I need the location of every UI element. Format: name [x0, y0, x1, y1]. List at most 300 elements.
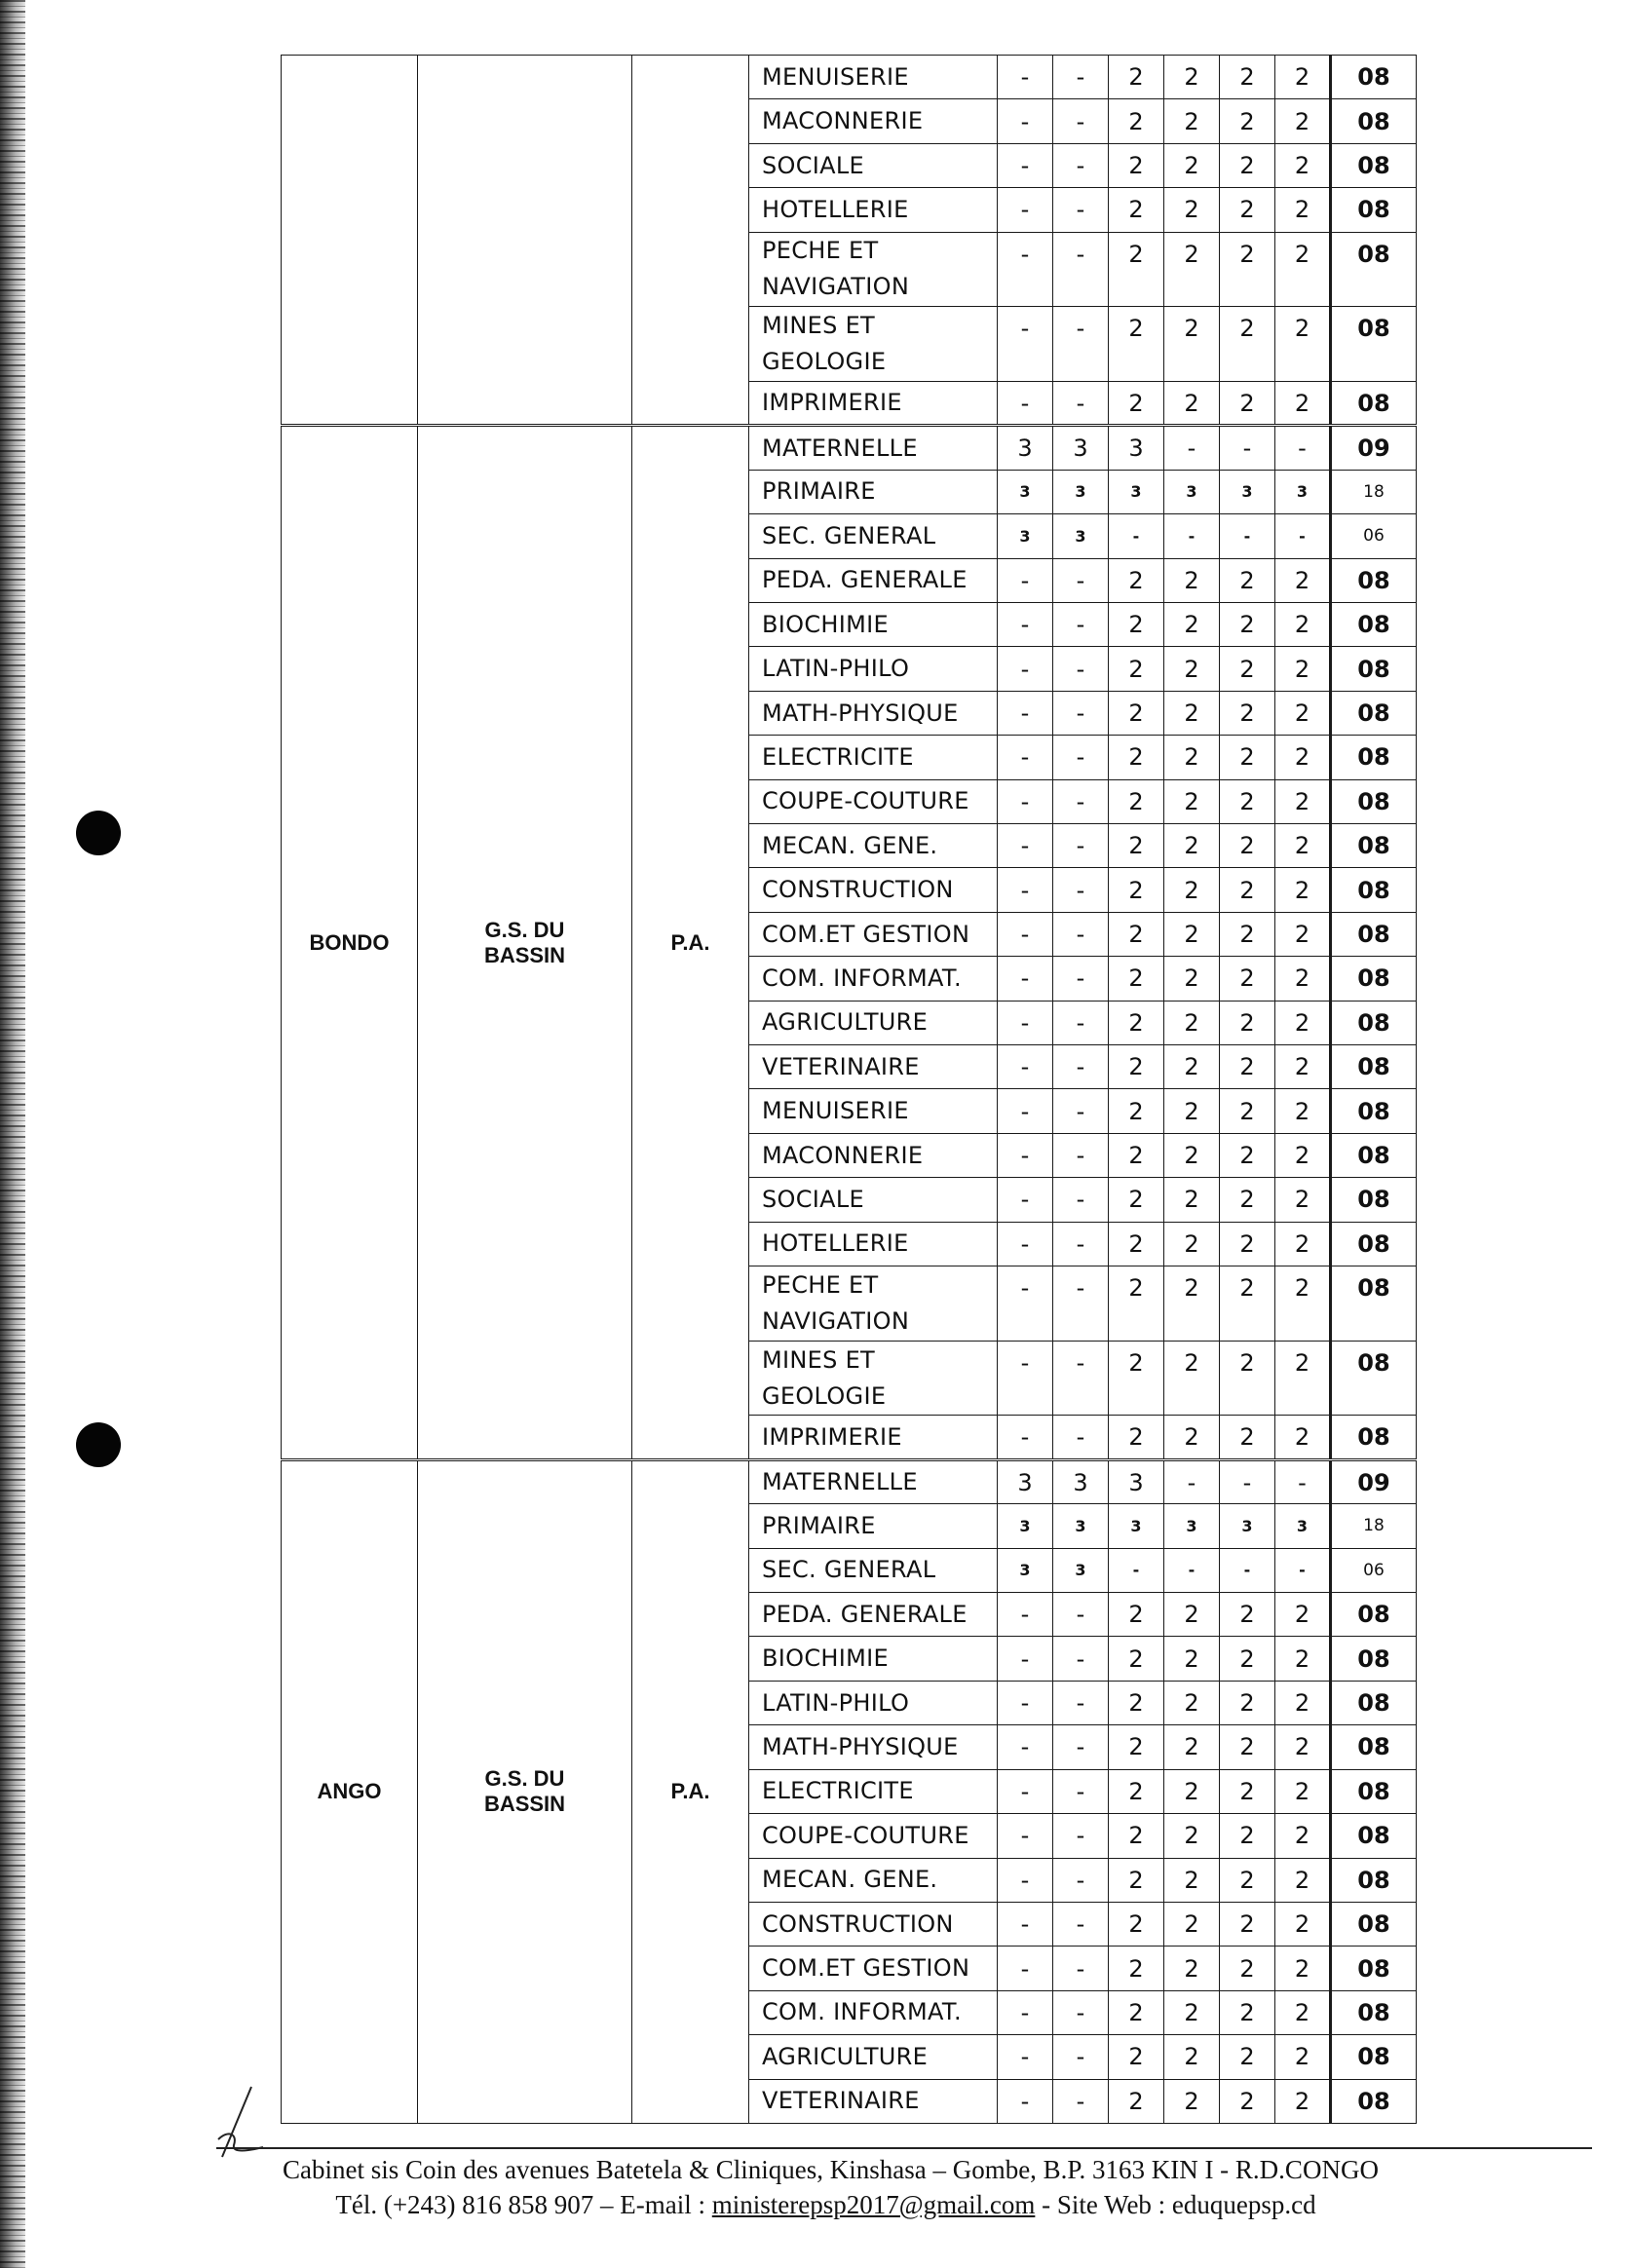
class-count-cell: 2: [1164, 868, 1220, 912]
total-cell: 08: [1331, 1178, 1417, 1222]
option-name-line: NAVIGATION: [762, 273, 910, 301]
class-count-cell: 2: [1164, 307, 1220, 382]
class-count-cell: 2: [1109, 736, 1164, 779]
class-count-cell: -: [1053, 957, 1109, 1001]
option-name-line: COUPE-COUTURE: [762, 787, 969, 815]
class-count-cell: 2: [1220, 1416, 1275, 1459]
class-count-cell: 2: [1164, 779, 1220, 823]
class-count-cell: -: [1053, 1341, 1109, 1416]
class-count-cell: 2: [1164, 603, 1220, 647]
class-count-cell: 2: [1220, 1341, 1275, 1416]
class-count-cell: 2: [1109, 1266, 1164, 1342]
class-count-cell: 2: [1109, 1222, 1164, 1266]
total-cell: 08: [1331, 1990, 1417, 2034]
class-count-cell: 2: [1275, 1266, 1331, 1342]
class-count-cell: 3: [1053, 1459, 1109, 1503]
class-count-cell: -: [1053, 188, 1109, 232]
class-count-cell: -: [998, 1222, 1053, 1266]
class-count-cell: 3: [998, 426, 1053, 470]
class-count-cell: 2: [1220, 56, 1275, 99]
class-count-cell: 2: [1109, 381, 1164, 425]
class-count-cell: 3: [1109, 426, 1164, 470]
option-cell: [749, 2079, 998, 2123]
class-count-cell: 2: [1275, 1814, 1331, 1858]
class-count-cell: 3: [998, 1548, 1053, 1592]
class-count-cell: -: [998, 232, 1053, 307]
total-cell: 08: [1331, 143, 1417, 187]
class-count-cell: -: [1220, 1459, 1275, 1503]
total-cell: 08: [1331, 1814, 1417, 1858]
class-count-cell: -: [1275, 1459, 1331, 1503]
class-count-cell: 2: [1275, 736, 1331, 779]
option-name-line: SOCIALE: [762, 151, 865, 179]
class-count-cell: 2: [1220, 1947, 1275, 1990]
class-count-cell: 2: [1220, 824, 1275, 868]
class-count-cell: 2: [1164, 2035, 1220, 2079]
class-count-cell: 2: [1220, 1725, 1275, 1769]
total-cell: 08: [1331, 99, 1417, 143]
class-count-cell: -: [998, 1341, 1053, 1416]
school-cell: [418, 56, 632, 426]
class-count-cell: 2: [1109, 1341, 1164, 1416]
class-count-cell: -: [998, 691, 1053, 735]
option-cell: [749, 1266, 998, 1342]
class-count-cell: -: [998, 1814, 1053, 1858]
class-count-cell: -: [1275, 514, 1331, 558]
total-cell: 08: [1331, 957, 1417, 1001]
class-count-cell: 2: [1109, 691, 1164, 735]
total-cell: 08: [1331, 824, 1417, 868]
class-count-cell: -: [998, 736, 1053, 779]
option-name-line: SOCIALE: [762, 1185, 865, 1213]
class-count-cell: -: [998, 2079, 1053, 2123]
class-count-cell: 2: [1220, 1089, 1275, 1133]
class-count-cell: 2: [1220, 691, 1275, 735]
class-count-cell: 3: [1053, 1548, 1109, 1592]
class-count-cell: 2: [1164, 1045, 1220, 1089]
class-count-cell: 2: [1220, 99, 1275, 143]
class-count-cell: -: [1053, 1089, 1109, 1133]
class-count-cell: 3: [1275, 1504, 1331, 1548]
class-count-cell: 2: [1220, 1222, 1275, 1266]
class-count-cell: -: [1053, 1416, 1109, 1459]
schools-options-table: [281, 55, 1417, 2124]
total-cell: 08: [1331, 2079, 1417, 2123]
class-count-cell: 2: [1275, 1725, 1331, 1769]
total-cell: 08: [1331, 1725, 1417, 1769]
class-count-cell: 2: [1275, 824, 1331, 868]
class-count-cell: -: [998, 1593, 1053, 1637]
option-cell: [749, 426, 998, 470]
class-count-cell: 2: [1220, 232, 1275, 307]
option-name-line: COM. INFORMAT.: [762, 964, 962, 992]
class-count-cell: -: [998, 1990, 1053, 2034]
class-count-cell: -: [1220, 426, 1275, 470]
option-name-line: PRIMAIRE: [762, 477, 876, 506]
class-count-cell: 3: [1109, 470, 1164, 513]
option-name-line: NAVIGATION: [762, 1306, 910, 1335]
class-count-cell: 2: [1220, 1902, 1275, 1946]
class-count-cell: -: [1109, 1548, 1164, 1592]
total-cell: 08: [1331, 381, 1417, 425]
class-count-cell: 3: [1275, 470, 1331, 513]
class-count-cell: 2: [1164, 1178, 1220, 1222]
class-count-cell: -: [998, 56, 1053, 99]
class-count-cell: 2: [1109, 1681, 1164, 1724]
class-count-cell: 2: [1275, 1178, 1331, 1222]
class-count-cell: 2: [1109, 1416, 1164, 1459]
class-count-cell: 2: [1164, 1769, 1220, 1813]
class-count-cell: -: [1164, 514, 1220, 558]
class-count-cell: -: [1053, 779, 1109, 823]
class-count-cell: 2: [1109, 1902, 1164, 1946]
class-count-cell: 2: [1109, 307, 1164, 382]
option-name-line: BIOCHIMIE: [762, 610, 889, 638]
class-count-cell: -: [1053, 2035, 1109, 2079]
total-cell: 08: [1331, 736, 1417, 779]
class-count-cell: 3: [998, 514, 1053, 558]
locality-cell: [282, 56, 418, 426]
option-cell: [749, 868, 998, 912]
class-count-cell: 2: [1109, 1814, 1164, 1858]
class-count-cell: 2: [1164, 1416, 1220, 1459]
option-cell: [749, 558, 998, 602]
total-cell: 08: [1331, 307, 1417, 382]
option-cell: [749, 1222, 998, 1266]
option-cell: [749, 1637, 998, 1681]
class-count-cell: 2: [1275, 1045, 1331, 1089]
class-count-cell: -: [998, 603, 1053, 647]
option-cell: [749, 1858, 998, 1902]
option-name-line: GEOLOGIE: [762, 1381, 887, 1410]
class-count-cell: 2: [1109, 143, 1164, 187]
class-count-cell: -: [1053, 1725, 1109, 1769]
total-cell: 08: [1331, 1416, 1417, 1459]
option-cell: [749, 1725, 998, 1769]
option-name-line: COM. INFORMAT.: [762, 1998, 962, 2026]
option-name-line: MENUISERIE: [762, 62, 909, 91]
class-count-cell: -: [1053, 1133, 1109, 1177]
class-count-cell: 2: [1109, 1133, 1164, 1177]
class-count-cell: -: [1053, 99, 1109, 143]
total-cell: 08: [1331, 232, 1417, 307]
class-count-cell: 2: [1109, 2079, 1164, 2123]
class-count-cell: -: [998, 1178, 1053, 1222]
total-cell: 08: [1331, 1001, 1417, 1044]
class-count-cell: 2: [1220, 1814, 1275, 1858]
total-cell: 09: [1331, 1459, 1417, 1503]
total-cell: 08: [1331, 1947, 1417, 1990]
option-name-line: SEC. GENERAL: [762, 521, 936, 549]
class-count-cell: 2: [1109, 1045, 1164, 1089]
class-count-cell: 2: [1275, 957, 1331, 1001]
class-count-cell: -: [998, 2035, 1053, 2079]
total-cell: 08: [1331, 1222, 1417, 1266]
class-count-cell: 2: [1275, 779, 1331, 823]
class-count-cell: 2: [1164, 1902, 1220, 1946]
option-name-line: LATIN-PHILO: [762, 1688, 910, 1717]
class-count-cell: -: [1053, 647, 1109, 691]
school-name-line: BASSIN: [483, 942, 566, 967]
option-name-line: PECHE ET: [762, 237, 879, 265]
total-cell: 06: [1331, 1548, 1417, 1592]
class-count-cell: -: [1109, 514, 1164, 558]
option-cell: [749, 1814, 998, 1858]
class-count-cell: 2: [1164, 2079, 1220, 2123]
option-cell: [749, 514, 998, 558]
class-count-cell: 3: [1164, 1504, 1220, 1548]
total-cell: 08: [1331, 1681, 1417, 1724]
option-cell: [749, 307, 998, 382]
class-count-cell: -: [998, 1266, 1053, 1342]
footer-contact: [0, 2190, 1632, 2220]
class-count-cell: -: [998, 1947, 1053, 1990]
class-count-cell: -: [998, 1416, 1053, 1459]
class-count-cell: -: [1053, 1593, 1109, 1637]
option-name-line: MATH-PHYSIQUE: [762, 1732, 959, 1760]
option-name-line: VETERINAIRE: [762, 2087, 920, 2115]
option-name-line: COM.ET GESTION: [762, 920, 970, 948]
class-count-cell: 3: [1220, 1504, 1275, 1548]
class-count-cell: -: [1053, 2079, 1109, 2123]
regime-cell: P.A.: [632, 1459, 749, 2123]
class-count-cell: 2: [1275, 188, 1331, 232]
option-cell: [749, 824, 998, 868]
class-count-cell: -: [1053, 1637, 1109, 1681]
class-count-cell: 3: [1220, 470, 1275, 513]
class-count-cell: 2: [1220, 779, 1275, 823]
class-count-cell: 2: [1164, 1593, 1220, 1637]
class-count-cell: -: [1053, 736, 1109, 779]
school-cell: [418, 1459, 632, 2123]
school-cell: [418, 426, 632, 1459]
class-count-cell: 2: [1109, 647, 1164, 691]
class-count-cell: -: [998, 188, 1053, 232]
option-cell: [749, 647, 998, 691]
option-cell: [749, 381, 998, 425]
option-cell: [749, 1178, 998, 1222]
class-count-cell: 3: [1053, 1504, 1109, 1548]
option-name-line: IMPRIMERIE: [762, 1422, 902, 1451]
class-count-cell: 2: [1220, 868, 1275, 912]
class-count-cell: 2: [1164, 691, 1220, 735]
class-count-cell: -: [998, 647, 1053, 691]
option-name-line: MATERNELLE: [762, 1468, 918, 1496]
class-count-cell: 2: [1220, 1133, 1275, 1177]
class-count-cell: -: [1053, 603, 1109, 647]
option-name-line: COUPE-COUTURE: [762, 1821, 969, 1849]
option-name-line: MACONNERIE: [762, 1141, 924, 1169]
class-count-cell: 2: [1164, 1990, 1220, 2034]
class-count-cell: 2: [1275, 1990, 1331, 2034]
class-count-cell: -: [998, 912, 1053, 956]
class-count-cell: -: [1053, 307, 1109, 382]
option-name-line: MECAN. GENE.: [762, 1866, 938, 1894]
total-cell: 06: [1331, 514, 1417, 558]
table-row: [282, 56, 1417, 99]
total-cell: 08: [1331, 1133, 1417, 1177]
class-count-cell: -: [998, 868, 1053, 912]
class-count-cell: 2: [1220, 1178, 1275, 1222]
option-cell: [749, 188, 998, 232]
class-count-cell: -: [1053, 1178, 1109, 1222]
class-count-cell: -: [998, 1681, 1053, 1724]
class-count-cell: -: [1164, 1548, 1220, 1592]
class-count-cell: 2: [1220, 1637, 1275, 1681]
class-count-cell: 2: [1109, 1593, 1164, 1637]
school-name-line: BASSIN: [483, 1792, 566, 1817]
class-count-cell: 2: [1109, 2035, 1164, 2079]
footer-phone: Tél. (+243) 816 858 907 – E-mail :: [335, 2190, 706, 2219]
class-count-cell: 2: [1220, 1769, 1275, 1813]
class-count-cell: 2: [1220, 307, 1275, 382]
total-cell: 08: [1331, 1902, 1417, 1946]
footer-rule: [216, 2147, 1592, 2149]
option-cell: [749, 56, 998, 99]
option-name-line: PECHE ET: [762, 1270, 879, 1299]
class-count-cell: -: [1053, 1222, 1109, 1266]
total-cell: 08: [1331, 603, 1417, 647]
option-name-line: GEOLOGIE: [762, 348, 887, 376]
class-count-cell: -: [1220, 514, 1275, 558]
class-count-cell: 2: [1164, 1266, 1220, 1342]
option-cell: [749, 1133, 998, 1177]
class-count-cell: 2: [1220, 188, 1275, 232]
option-cell: [749, 99, 998, 143]
option-cell: [749, 779, 998, 823]
class-count-cell: 2: [1164, 1681, 1220, 1724]
class-count-cell: -: [998, 1902, 1053, 1946]
class-count-cell: 2: [1164, 912, 1220, 956]
footer-address: Cabinet sis Coin des avenues Batetela & Cliniques, Kinshasa – Gombe, B.P. 3163 KIN I - R.D.CONGO: [283, 2155, 1379, 2184]
option-name-line: PEDA. GENERALE: [762, 566, 968, 594]
class-count-cell: 3: [1053, 426, 1109, 470]
total-cell: 09: [1331, 426, 1417, 470]
option-cell: [749, 1947, 998, 1990]
class-count-cell: 2: [1109, 1637, 1164, 1681]
class-count-cell: 2: [1164, 1725, 1220, 1769]
class-count-cell: 3: [998, 470, 1053, 513]
table-row: [282, 1459, 1417, 1503]
option-cell: [749, 1001, 998, 1044]
class-count-cell: 2: [1164, 1222, 1220, 1266]
class-count-cell: -: [1053, 912, 1109, 956]
total-cell: 08: [1331, 868, 1417, 912]
option-name-line: CONSTRUCTION: [762, 876, 954, 904]
option-name-line: BIOCHIMIE: [762, 1644, 889, 1673]
class-count-cell: 2: [1164, 1947, 1220, 1990]
total-cell: 08: [1331, 647, 1417, 691]
total-cell: 08: [1331, 1266, 1417, 1342]
class-count-cell: 2: [1275, 143, 1331, 187]
class-count-cell: 2: [1275, 1416, 1331, 1459]
class-count-cell: 3: [998, 1459, 1053, 1503]
class-count-cell: 2: [1220, 736, 1275, 779]
option-name-line: PEDA. GENERALE: [762, 1600, 968, 1628]
class-count-cell: 2: [1275, 232, 1331, 307]
class-count-cell: 2: [1164, 1001, 1220, 1044]
class-count-cell: 2: [1275, 1001, 1331, 1044]
option-cell: [749, 1045, 998, 1089]
option-name-line: HOTELLERIE: [762, 195, 909, 223]
class-count-cell: 2: [1220, 912, 1275, 956]
class-count-cell: 2: [1164, 381, 1220, 425]
scan-edge: [0, 0, 25, 2268]
total-cell: 08: [1331, 2035, 1417, 2079]
class-count-cell: -: [1053, 1947, 1109, 1990]
total-cell: 08: [1331, 1593, 1417, 1637]
class-count-cell: 2: [1275, 647, 1331, 691]
option-cell: [749, 1548, 998, 1592]
option-cell: [749, 2035, 998, 2079]
class-count-cell: 2: [1220, 2079, 1275, 2123]
option-name-line: AGRICULTURE: [762, 2042, 929, 2070]
punch-hole: [76, 811, 121, 855]
class-count-cell: 2: [1275, 307, 1331, 382]
option-cell: [749, 1459, 998, 1503]
class-count-cell: -: [998, 1045, 1053, 1089]
class-count-cell: -: [1053, 143, 1109, 187]
class-count-cell: 2: [1275, 1637, 1331, 1681]
class-count-cell: 2: [1164, 143, 1220, 187]
school-name-line: G.S. DU: [484, 917, 565, 942]
class-count-cell: 2: [1275, 56, 1331, 99]
class-count-cell: 2: [1275, 2079, 1331, 2123]
option-cell: [749, 1681, 998, 1724]
class-count-cell: 2: [1220, 1045, 1275, 1089]
total-cell: 08: [1331, 779, 1417, 823]
class-count-cell: -: [1053, 1266, 1109, 1342]
class-count-cell: -: [1053, 824, 1109, 868]
class-count-cell: 3: [1109, 1459, 1164, 1503]
option-cell: [749, 691, 998, 735]
table-row: [282, 426, 1417, 470]
class-count-cell: 2: [1109, 824, 1164, 868]
signature-mark: [209, 2083, 267, 2161]
option-name-line: LATIN-PHILO: [762, 655, 910, 683]
option-name-line: MINES ET: [762, 312, 875, 340]
class-count-cell: 2: [1164, 56, 1220, 99]
class-count-cell: 2: [1109, 99, 1164, 143]
class-count-cell: -: [998, 779, 1053, 823]
class-count-cell: -: [1275, 426, 1331, 470]
class-count-cell: 2: [1275, 1947, 1331, 1990]
total-cell: 08: [1331, 912, 1417, 956]
class-count-cell: 2: [1109, 558, 1164, 602]
option-cell: [749, 1902, 998, 1946]
class-count-cell: -: [998, 1858, 1053, 1902]
class-count-cell: 2: [1164, 736, 1220, 779]
class-count-cell: 2: [1275, 1222, 1331, 1266]
total-cell: 08: [1331, 1045, 1417, 1089]
class-count-cell: 2: [1109, 1769, 1164, 1813]
option-name-line: MINES ET: [762, 1345, 875, 1374]
class-count-cell: -: [1053, 1769, 1109, 1813]
option-name-line: HOTELLERIE: [762, 1229, 909, 1258]
class-count-cell: 2: [1220, 1990, 1275, 2034]
class-count-cell: 3: [1053, 514, 1109, 558]
footer-email-link[interactable]: ministerepsp2017@gmail.com: [711, 2190, 1036, 2219]
class-count-cell: -: [1220, 1548, 1275, 1592]
class-count-cell: 2: [1109, 1089, 1164, 1133]
option-cell: [749, 603, 998, 647]
option-cell: [749, 1990, 998, 2034]
option-name-line: COM.ET GESTION: [762, 1954, 970, 1983]
total-cell: 18: [1331, 1504, 1417, 1548]
option-cell: [749, 1593, 998, 1637]
class-count-cell: 2: [1109, 912, 1164, 956]
class-count-cell: -: [998, 307, 1053, 382]
